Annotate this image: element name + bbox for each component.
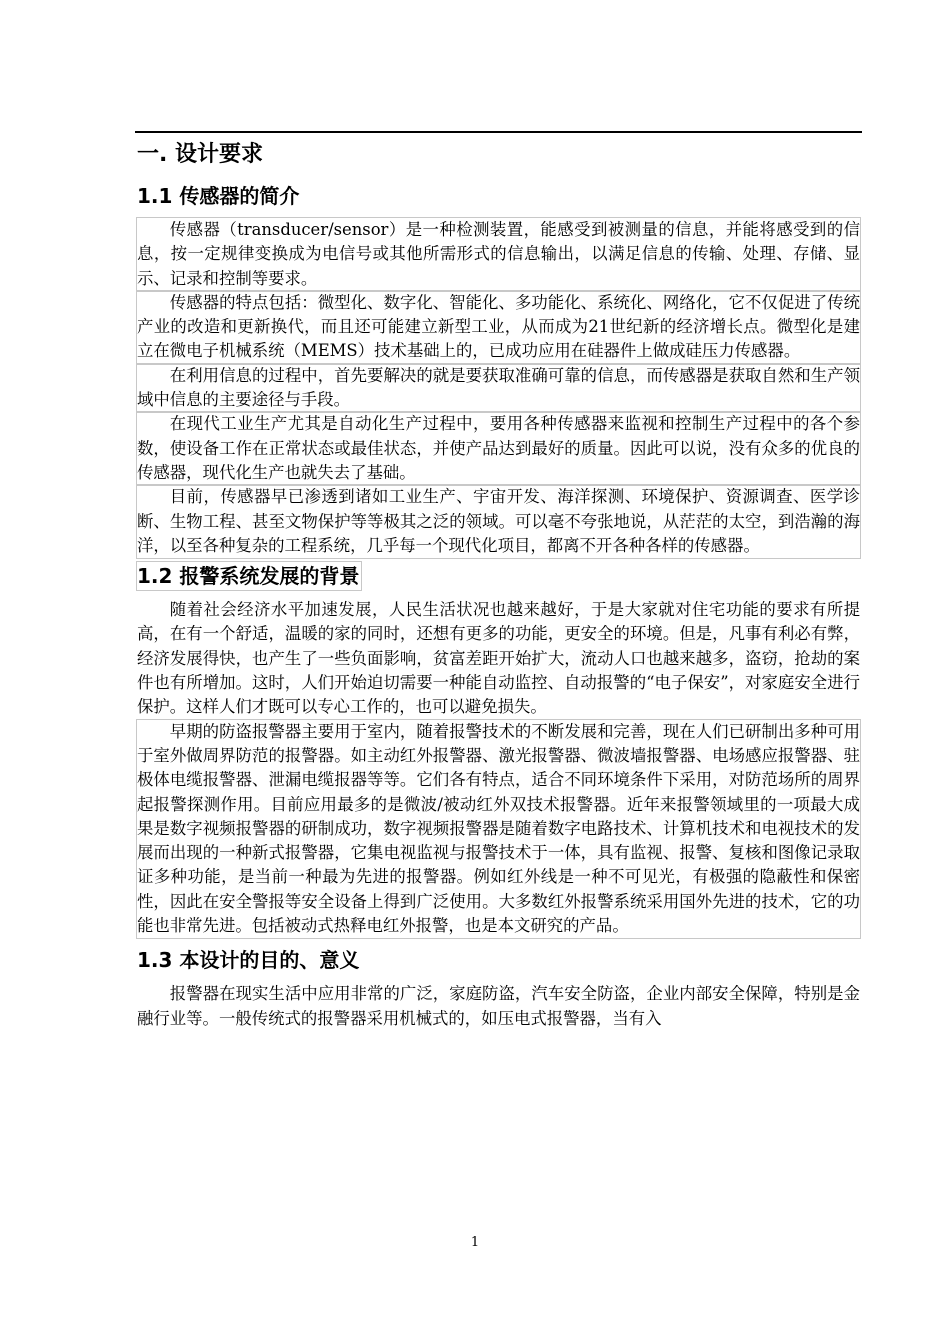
paragraph-alarm-background: 随着社会经济水平加速发展，人民生活状况也越来越好，于是大家就对住宅功能的要求有所提高，在有一个舒适，温暖的家的同时，还想有更多的功能，更安全的环境。但是，凡事有利必有弊，经济发展得快，也产生了一些负面影响，贫富差距开始扩大，流动人口也越来越多，盗窃，抢劫的案件也有所增加。这时，人们开始迫切需要一种能自动监控、自动报警的“电子保安”，对家庭安全进行保护。这样人们才既可以专心工作的，也可以避免损失。	[137, 600, 860, 717]
section-title-1: 一. 设计要求	[137, 142, 264, 167]
subsection-title-1-1: 1.1 传感器的简介	[137, 184, 300, 208]
paragraph-sensor-info: 在利用信息的过程中，首先要解决的就是要获取准确可靠的信息，而传感器是获取自然和生产领域中信息的主要途径与手段。	[137, 364, 860, 413]
subsection-title-1-3: 1.3 本设计的目的、意义	[137, 948, 360, 973]
page-body	[137, 134, 860, 1031]
page-number: 1	[470, 1235, 480, 1250]
paragraph-sensor-industry: 在现代工业生产尤其是自动化生产过程中，要用各种传感器来监视和控制生产过程中的各个参数，使设备工作在正常状态或最佳状态，并使产品达到最好的质量。因此可以说，没有众多的优良的传感器，现代化生产也就失去了基础。	[137, 412, 860, 485]
paragraph-design-purpose: 报警器在现实生活中应用非常的广泛，家庭防盗，汽车安全防盗，企业内部安全保障，特别是金融行业等。一般传统式的报警器采用机械式的，如压电式报警器，当有入	[137, 984, 860, 1028]
paragraph-alarm-history: 早期的防盗报警器主要用于室内，随着报警技术的不断发展和完善，现在人们已研制出多种可用于室外做周界防范的报警器。如主动红外报警器、激光报警器、微波墙报警器、电场感应报警器、驻极体电缆报警器、泄漏电缆报器等等。它们各有特点，适合不同环境条件下采用，对防范场所的周界起报警探测作用。目前应用最多的是微波/被动红外双技术报警器。近年来报警领域里的一项最大成果是数字视频报警器的研制成功，数字视频报警器是随着数字电路技术、计算机技术和电视技术的发展而出现的一种新式报警器，它集电视监视与报警技术于一体，具有监视、报警、复核和图像记录取证多种功能，是当前一种最为先进的报警器。例如红外线是一种不可见光，有极强的隐蔽性和保密性，因此在安全警报等安全设备上得到广泛使用。大多数红外报警系统采用国外先进的技术，它的功能也非常先进。包括被动式热释电红外报警，也是本文研究的产品。	[137, 720, 860, 939]
paragraph-sensor-features: 传感器的特点包括：微型化、数字化、智能化、多功能化、系统化、网络化，它不仅促进了传统产业的改造和更新换代，而且还可能建立新型工业，从而成为21世纪新的经济增长点。微型化是建立在微电子机械系统（MEMS）技术基础上的，已成功应用在硅器件上做成硅压力传感器。	[137, 291, 860, 364]
paragraph-sensor-fields: 目前，传感器早已渗透到诸如工业生产、宇宙开发、海洋探测、环境保护、资源调查、医学诊断、生物工程、甚至文物保护等等极其之泛的领域。可以毫不夸张地说，从茫茫的太空，到浩瀚的海洋，以至各种复杂的工程系统，几乎每一个现代化项目，都离不开各种各样的传感器。	[137, 485, 860, 558]
header-rule	[135, 131, 862, 133]
paragraph-sensor-intro: 传感器（transducer/sensor）是一种检测装置，能感受到被测量的信息，并能将感受到的信息，按一定规律变换成为电信号或其他所需形式的信息输出，以满足信息的传输、处理、存储、显示、记录和控制等要求。	[137, 218, 860, 291]
subsection-title-1-2: 1.2 报警系统发展的背景	[137, 564, 360, 589]
